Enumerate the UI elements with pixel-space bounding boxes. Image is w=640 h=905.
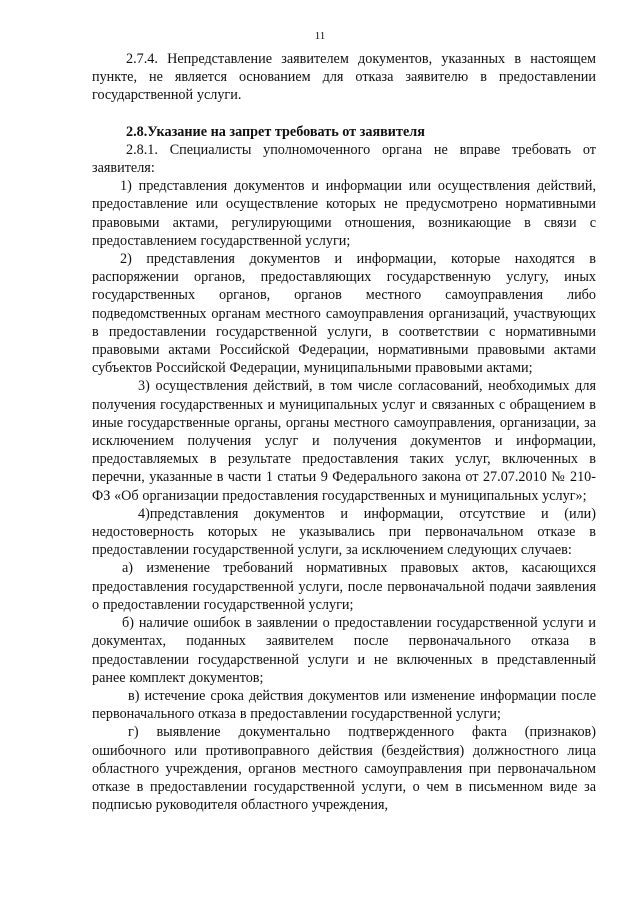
sub-item-a: а) изменение требований нормативных правовых актов, касающихся предоставления государственной услуги, после первоначальной подачи заявления о предоставлении государственной услуги; [92,560,596,613]
paragraph-2-8-1: 2.8.1. Специалисты уполномоченного органа не вправе требовать от заявителя: [92,141,596,177]
list-item-2: 2) представления документов и информации, которые находятся в распоряжении органов, предоставляющих государственную услугу, иных государственных органов, органов местного самоуправления либо подведомственных органам местного самоуправления организаций, участвующих в предоставлении государственной услуги, в соответствии с нормативными правовыми актами Российской Федерации, нормативными правовыми актами субъектов Российской Федерации, муниципальными правовыми актами; [92,251,596,377]
document-body [92,50,596,814]
section-heading-2-8: 2.8.Указание на запрет требовать от заявителя [126,123,425,140]
list-item-4: 4)представления документов и информации, отсутствие и (или) недостоверность которых не указывались при первоначальном отказе в предоставлении государственной услуги, за исключением следующих случаев: [92,505,596,559]
list-item-1: 1) представления документов и информации или осуществления действий, предоставление или осуществление которых не предусмотрено нормативными правовыми актами, регулирующими отношения, возникающие в связи с предоставлением государственной услуги; [92,178,596,249]
sub-item-g: г) выявление документально подтвержденного факта (признаков) ошибочного или противоправного действия (бездействия) должностного лица областного учреждения, органов местного самоуправления при первоначальном отказе в предоставлении государственной услуги, о чем в письменном виде за подписью руководителя областного учреждения, [92,724,596,814]
page-number: 11 [314,30,326,42]
list-item-3: 3) осуществления действий, в том числе согласований, необходимых для получения государственных и муниципальных услуг и связанных с обращением в иные государственные органы, органы местного самоуправления, организации, за исключением получения услуг и получения документов и информации, предоставляемых в результате предоставления таких услуг, включенных в перечни, указанные в части 1 статьи 9 Федерального закона от 27.07.2010 № 210-ФЗ «Об организации предоставления государственных и муниципальных услуг»; [92,378,596,504]
sub-item-v: в) истечение срока действия документов или изменение информации после первоначального отказа в предоставлении государственной услуги; [92,687,596,723]
sub-item-b: б) наличие ошибок в заявлении о предоставлении государственной услуги и документах, поданных заявителем после первоначального отказа в предоставлении государственной услуги и не включенных в представленный ранее комплект документов; [92,615,596,686]
paragraph-2-7-4: 2.7.4. Непредставление заявителем документов, указанных в настоящем пункте, не является основанием для отказа заявителю в предоставлении государственной услуги. [92,51,596,104]
